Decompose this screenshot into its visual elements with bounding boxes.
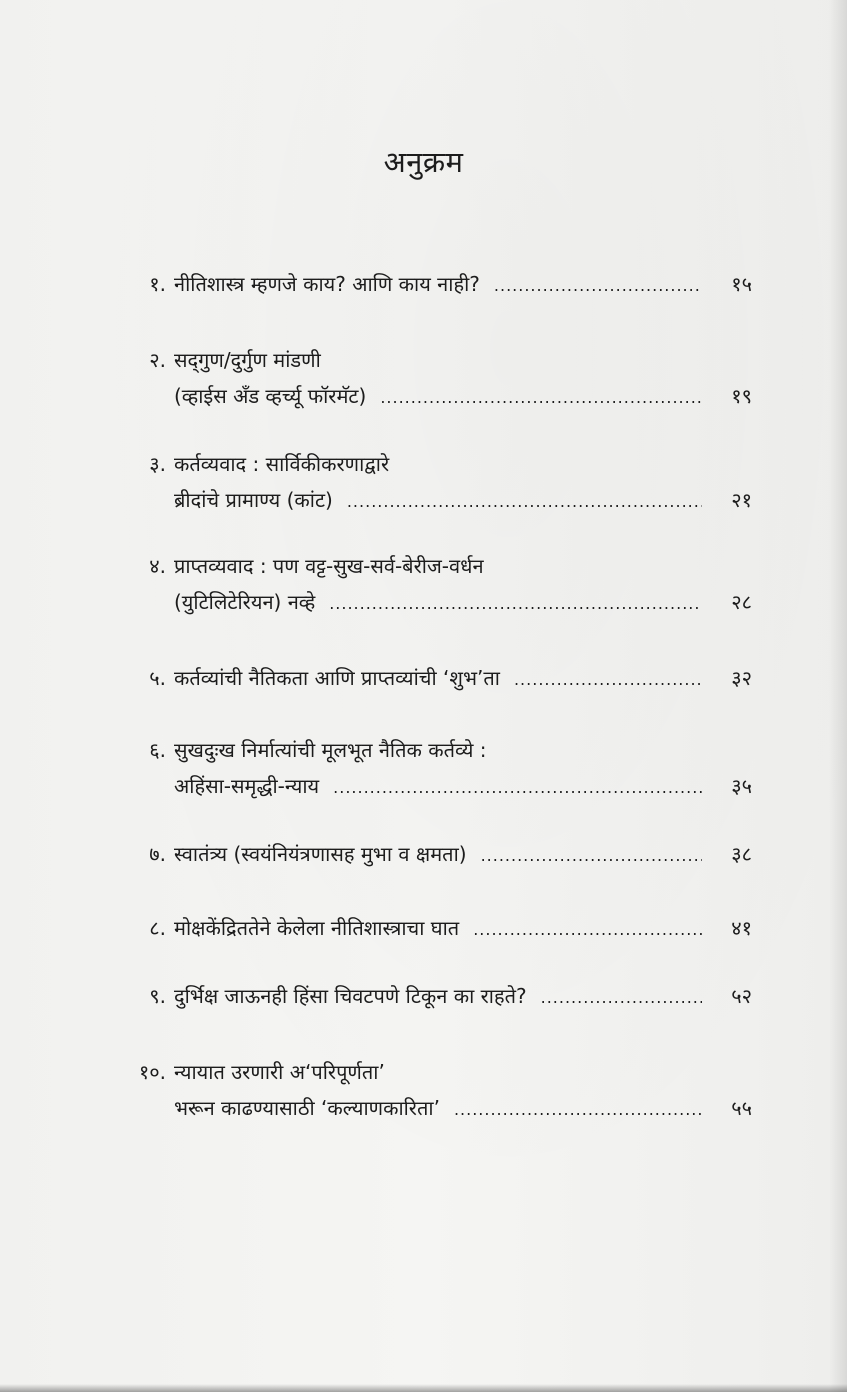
entry-number: १. — [149, 272, 166, 296]
entry-page-number: ३८ — [731, 842, 752, 866]
dot-leader — [347, 484, 702, 520]
entry-last-line — [174, 378, 752, 416]
entry-page-number: १५ — [731, 272, 752, 296]
page-bottom-edge — [0, 1384, 847, 1392]
entry-page-number: ५२ — [731, 984, 752, 1008]
entry-last-line — [174, 910, 752, 948]
entry-page-number: ३५ — [731, 774, 752, 798]
toc-entry-10 — [112, 1054, 752, 1128]
entry-page-number: २१ — [731, 488, 752, 512]
entry-number: ३. — [149, 452, 166, 476]
entry-number: ५. — [149, 666, 166, 690]
entry-title-line: मोक्षकेंद्रिततेने केलेला नीतिशास्त्राचा घात — [174, 916, 460, 940]
entry-last-line — [174, 266, 752, 304]
entry-number: १०. — [138, 1060, 166, 1084]
toc-entry-7 — [112, 836, 752, 874]
toc-entry-8 — [112, 910, 752, 948]
entry-last-line — [174, 584, 752, 622]
entry-title-line: कर्तव्यवाद : सार्विकीकरणाद्वारे — [174, 452, 390, 476]
toc-entry-2 — [112, 342, 752, 416]
toc-entry-6 — [112, 732, 752, 806]
entry-number: ७. — [149, 842, 166, 866]
entry-title-line: प्राप्तव्यवाद : पण वट्ट-सुख-सर्व-बेरीज-वर्धन — [174, 554, 484, 578]
dot-leader — [329, 586, 702, 622]
page-title: अनुक्रम — [383, 145, 464, 179]
dot-leader — [514, 662, 702, 698]
entry-title-line: स्वातंत्र्य (स्वयंनियंत्रणासह मुभा व क्षमता) — [174, 842, 467, 866]
dot-leader — [494, 268, 702, 304]
dot-leader — [454, 1092, 702, 1128]
page-edge-shadow — [829, 0, 847, 1392]
entry-number: ९. — [149, 984, 166, 1008]
entry-number: ४. — [149, 554, 166, 578]
entry-title-line: भरून काढण्यासाठी ‘कल्याणकारिता’ — [174, 1096, 440, 1120]
entry-title-line: न्यायात उरणारी अ‘परिपूर्णता’ — [174, 1060, 385, 1084]
dot-leader — [481, 838, 702, 874]
entry-title-line: (युटिलिटेरियन) नव्हे — [174, 590, 316, 614]
entry-title-line: कर्तव्यांची नैतिकता आणि प्राप्तव्यांची ‘शुभ’ता — [174, 666, 500, 690]
entry-last-line — [174, 768, 752, 806]
entry-page-number: १९ — [731, 384, 752, 408]
entry-last-line — [174, 978, 752, 1016]
entry-title-line: ब्रीदांचे प्रामाण्य (कांट) — [174, 488, 333, 512]
entry-page-number: २८ — [731, 590, 752, 614]
entry-number: ८. — [149, 916, 166, 940]
entry-title-line: (व्हाईस अँड व्हर्च्यू फॉरमॅट) — [174, 384, 367, 408]
entry-last-line — [174, 482, 752, 520]
dot-leader — [380, 380, 702, 416]
entry-title-line: अहिंसा-समृद्धी-न्याय — [174, 774, 320, 798]
entry-title-line: नीतिशास्त्र म्हणजे काय? आणि काय नाही? — [174, 272, 480, 296]
toc-entry-1 — [112, 266, 752, 304]
toc-entry-4 — [112, 548, 752, 622]
toc-entry-5 — [112, 660, 752, 698]
dot-leader — [333, 770, 702, 806]
entry-number: २. — [149, 348, 166, 372]
toc-entry-9 — [112, 978, 752, 1016]
entry-title-line: सुखदुःख निर्मात्यांची मूलभूत नैतिक कर्तव्ये : — [174, 738, 487, 762]
entry-last-line — [174, 836, 752, 874]
entry-page-number: ५५ — [731, 1096, 752, 1120]
dot-leader — [473, 912, 702, 948]
entry-last-line — [174, 1090, 752, 1128]
entry-title-line: दुर्भिक्ष जाऊनही हिंसा चिवटपणे टिकून का राहते? — [174, 984, 527, 1008]
entry-page-number: ४१ — [731, 916, 752, 940]
entry-number: ६. — [149, 738, 166, 762]
dot-leader — [541, 980, 702, 1016]
entry-last-line — [174, 660, 752, 698]
entry-page-number: ३२ — [731, 666, 752, 690]
entry-title-line: सद्‌गुण/दुर्गुण मांडणी — [174, 348, 321, 372]
toc-entry-3 — [112, 446, 752, 520]
